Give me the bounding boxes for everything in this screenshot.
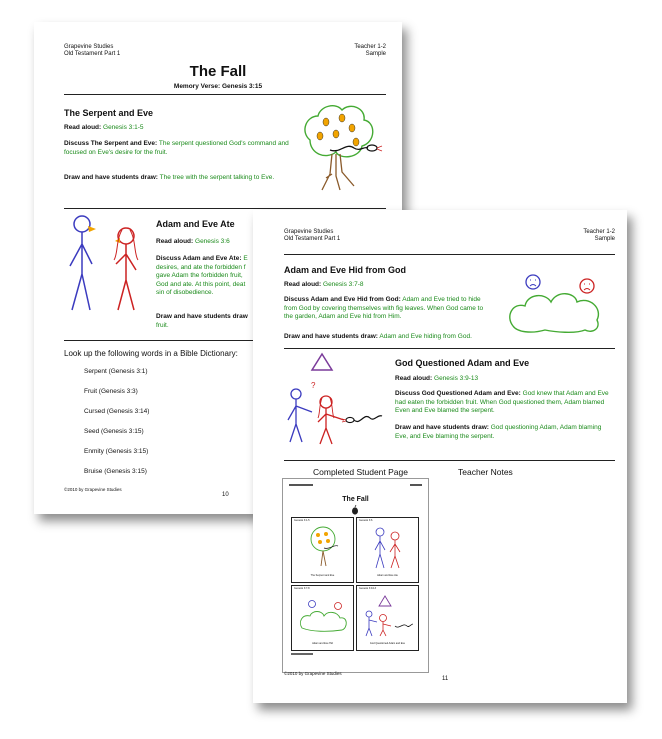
draw-label: Draw and have students draw — [156, 313, 248, 320]
student-page-thumbnail — [282, 478, 429, 673]
draw-label: Draw and have students draw: — [284, 333, 378, 340]
thumbnail-panel — [291, 585, 354, 651]
vocab-word: Cursed (Genesis 3:14) — [84, 408, 150, 415]
panel-reference: Genesis 3:7-8 — [294, 587, 310, 590]
copyright: ©2010 by Grapevine Studies — [64, 487, 122, 492]
panel-reference: Genesis 3:1-5 — [294, 519, 310, 522]
publisher: Grapevine Studies — [284, 229, 334, 235]
scripture-reference: Genesis 3:1-5 — [103, 124, 144, 131]
copyright: ©2010 by Grapevine Studies — [284, 671, 342, 676]
read-aloud — [64, 124, 294, 133]
discuss-text: God and ate. At this point, deat — [156, 280, 246, 288]
vocab-word: Fruit (Genesis 3:3) — [84, 388, 138, 395]
grape-icon — [350, 505, 360, 515]
read-label: Read aloud: — [395, 375, 433, 382]
panel-reference: Genesis 3:6 — [359, 519, 373, 522]
discussion — [395, 390, 615, 416]
scripture-reference: Genesis 3:9-13 — [434, 375, 479, 382]
thumbnail-header — [289, 484, 313, 486]
divider — [64, 208, 386, 209]
vocab-word: Enmity (Genesis 3:15) — [84, 448, 149, 455]
draw-label: Draw and have students draw: — [64, 174, 158, 181]
discuss-text: desires, and ate the forbidden f — [156, 263, 246, 271]
sample-label: Sample — [594, 236, 615, 242]
read-label: Read aloud: — [156, 238, 194, 245]
draw-instruction — [284, 333, 514, 342]
header-left — [64, 44, 120, 58]
vocab-word: Serpent (Genesis 3:1) — [84, 368, 148, 375]
page-number: 11 — [442, 676, 449, 682]
tree-with-serpent-drawing — [296, 102, 396, 197]
discuss-text: E — [243, 255, 248, 262]
panel-caption: The Serpent and Eve — [310, 574, 335, 577]
draw-instruction — [395, 424, 615, 441]
draw-text: fruit. — [156, 321, 169, 329]
page-11 — [253, 210, 627, 703]
svg-text:?: ? — [311, 381, 316, 390]
discuss-text: God knew that Adam and Eve had eaten the forbidden fruit. When God questioned them, Adam blamed Even and Eve blamed the serpent. — [395, 390, 609, 414]
panel-caption: God Questioned Adam and Eve — [369, 642, 406, 645]
section-heading: The Serpent and Eve — [64, 108, 154, 118]
vocab-word: Seed (Genesis 3:15) — [84, 428, 144, 435]
divider — [284, 460, 615, 461]
discuss-text: sin of disobedience. — [156, 289, 214, 296]
adam-and-eve-drawing — [64, 210, 150, 320]
header-left — [284, 229, 340, 243]
completed-student-page-label: Completed Student Page — [313, 467, 408, 477]
adam-eve-icon — [371, 526, 405, 570]
discuss-label: Discuss God Questioned Adam and Eve: — [395, 390, 521, 397]
thumbnail-header — [410, 484, 422, 486]
divider — [284, 254, 615, 255]
page-title: The Fall — [189, 63, 247, 80]
thumbnail-panel — [356, 517, 419, 583]
bush-icon — [298, 598, 348, 632]
section-heading: Adam and Eve Ate — [156, 219, 235, 229]
divider — [284, 348, 615, 349]
thumbnail-panel — [356, 585, 419, 651]
teacher-notes-label: Teacher Notes — [458, 467, 513, 477]
god-question-icon — [363, 594, 413, 638]
thumbnail-panel — [291, 517, 354, 583]
discuss-text: The serpent questioned God's command and focused on Eve's desire for the fruit. — [64, 140, 289, 156]
sample-label: Sample — [365, 51, 386, 57]
discuss-text: Adam and Eve tried to hide from God by covering themselves with fig leaves. When God came to the garden, Adam and Eve hid from Him. — [284, 296, 484, 320]
level: Teacher 1-2 — [583, 229, 615, 235]
thumbnail-title: The Fall — [342, 496, 369, 503]
thumbnail-footer — [291, 653, 313, 655]
divider — [64, 94, 386, 95]
read-label: Read aloud: — [284, 281, 322, 288]
read-label: Read aloud: — [64, 124, 102, 131]
header-right — [583, 229, 615, 243]
publisher: Grapevine Studies — [64, 44, 114, 50]
read-aloud — [284, 281, 504, 290]
panel-caption: Adam and Eve Hid — [312, 642, 333, 645]
scripture-reference: Genesis 3:7-8 — [323, 281, 364, 288]
draw-label: Draw and have students draw: — [395, 424, 489, 431]
draw-instruction — [64, 174, 289, 183]
panel-reference: Genesis 3:9-13 — [359, 587, 376, 590]
vocab-word: Bruise (Genesis 3:15) — [84, 468, 147, 475]
discuss-label: Discuss Adam and Eve Ate: — [156, 255, 242, 262]
adam-and-eve-hiding-drawing — [505, 268, 603, 334]
course: Old Testament Part 1 — [64, 51, 121, 57]
discuss-label: Discuss Adam and Eve Hid from God: — [284, 296, 401, 303]
level: Teacher 1-2 — [354, 44, 386, 50]
draw-text: God questioning Adam, Adam blaming Eve, and Eve blaming the serpent. — [395, 424, 602, 440]
header-right — [354, 44, 386, 58]
section-heading: God Questioned Adam and Eve — [395, 358, 530, 368]
memory-verse: Memory Verse: Genesis 3:15 — [173, 83, 263, 90]
draw-text: The tree with the serpent talking to Eve. — [159, 174, 275, 181]
discuss-label: Discuss The Serpent and Eve: — [64, 140, 158, 147]
section-heading: Adam and Eve Hid from God — [284, 265, 407, 275]
scripture-reference: Genesis 3:6 — [195, 238, 230, 245]
tree-icon — [306, 526, 340, 568]
course: Old Testament Part 1 — [284, 236, 341, 242]
read-aloud — [395, 375, 615, 384]
discussion — [284, 296, 484, 322]
panel-caption: Adam and Eve Ate — [377, 574, 398, 577]
draw-text: Adam and Eve hiding from God. — [379, 333, 472, 340]
discuss-text: gave Adam the forbidden fruit, — [156, 272, 243, 279]
dictionary-instructions: Look up the following words in a Bible Dictionary: — [64, 349, 238, 358]
god-questioning-drawing — [284, 350, 396, 445]
page-number: 10 — [222, 492, 229, 498]
discussion — [64, 140, 289, 157]
